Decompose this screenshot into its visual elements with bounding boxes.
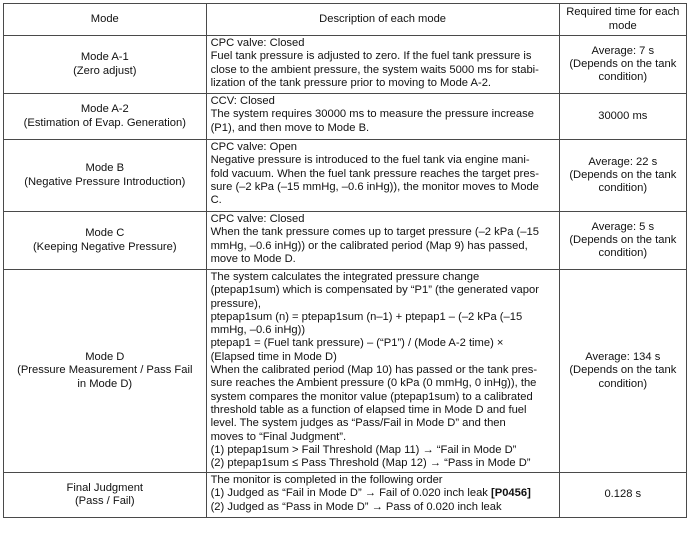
- description-line: The system requires 30000 ms to measure the pressure increase: [210, 108, 534, 121]
- description-line: Negative pressure is introduced to the fuel tank via engine mani-: [210, 154, 530, 167]
- description-cell: [206, 473, 559, 518]
- time-cell: [559, 270, 686, 473]
- time-note: (Depends on the tank: [569, 233, 677, 246]
- description-line: CPC valve: Open: [210, 141, 298, 153]
- fail-judgment-text: (1) Judged as “Fail in Mode D” → Fail of 0.020 inch leak: [210, 487, 492, 500]
- description-line: (Elapsed time in Mode D): [210, 350, 337, 363]
- time-note: (Depends on the tank: [569, 168, 677, 181]
- description-line: CCV: Closed: [210, 95, 275, 107]
- time-cell: [559, 36, 686, 94]
- time-note: condition): [598, 377, 648, 390]
- table-row: [4, 270, 687, 473]
- time-note: condition): [598, 71, 648, 84]
- mode-name: Mode C: [85, 227, 125, 240]
- header-time: Required time for each mode: [559, 4, 686, 36]
- mode-subtitle: (Zero adjust): [73, 64, 137, 77]
- evap-monitor-mode-table: [3, 3, 687, 518]
- time-value: 30000 ms: [598, 109, 648, 122]
- mode-name: Mode D: [85, 351, 125, 364]
- description-line: When the calibrated period (Map 10) has passed or the tank pres-: [210, 364, 538, 377]
- table-row: [4, 473, 687, 518]
- description-line: close to the ambient pressure, the system waits 5000 ms for stabi-: [210, 63, 539, 76]
- time-value: Average: 5 s: [591, 220, 655, 233]
- description-cell: [206, 270, 559, 473]
- mode-cell: [4, 36, 207, 94]
- time-note: (Depends on the tank: [569, 364, 677, 377]
- time-value: Average: 134 s: [585, 351, 661, 364]
- time-cell: [559, 140, 686, 212]
- mode-cell: [4, 270, 207, 473]
- description-line: Fuel tank pressure is adjusted to zero. If the fuel tank pressure is: [210, 50, 532, 63]
- description-line: ptepap1 = (Fuel tank pressure) – (“P1”) / (Mode A-2 time) ×: [210, 337, 504, 350]
- description-line: When the tank pressure comes up to target pressure (–2 kPa (–15: [210, 226, 539, 239]
- mode-subtitle: (Keeping Negative Pressure): [32, 240, 177, 253]
- mode-name: Mode B: [85, 162, 125, 175]
- description-line: (P1), and then move to Mode B.: [210, 121, 370, 134]
- description-line: The system calculates the integrated pressure change: [210, 271, 480, 283]
- mode-subtitle: (Pass / Fail): [74, 495, 135, 507]
- description-line: (1) ptepap1sum > Fail Threshold (Map 11) → “Fail in Mode D”: [210, 443, 517, 456]
- mode-cell: [4, 473, 207, 518]
- description-cell: [206, 94, 559, 140]
- mode-cell: [4, 140, 207, 212]
- description-line: fold vacuum. When the fuel tank pressure reaches the target pres-: [210, 167, 539, 180]
- description-cell: [206, 36, 559, 94]
- time-note: (Depends on the tank: [569, 57, 677, 70]
- time-cell: [559, 212, 686, 270]
- mode-name: Final Judgment: [66, 481, 144, 494]
- description-line: The monitor is completed in the following order: [210, 474, 443, 486]
- description-line: level. The system judges as “Pass/Fail in Mode D” and then: [210, 417, 506, 430]
- time-cell: [559, 94, 686, 140]
- mode-table-container: [3, 3, 687, 518]
- description-line: CPC valve: Closed: [210, 213, 305, 225]
- description-line: sure (–2 kPa (–15 mmHg, –0.6 inHg)), the monitor moves to Mode: [210, 180, 539, 193]
- mode-name: Mode A-2: [80, 103, 129, 116]
- description-line: pressure),: [210, 297, 261, 310]
- description-line: threshold table as a function of elapsed time in Mode D and fuel: [210, 403, 527, 416]
- mode-subtitle: (Pressure Measurement / Pass Fail: [17, 364, 193, 377]
- header-description: Description of each mode: [206, 4, 559, 36]
- time-value: 0.128 s: [604, 488, 642, 501]
- description-line: moves to “Final Judgment”.: [210, 430, 347, 443]
- header-mode: Mode: [4, 4, 207, 36]
- description-line: sure reaches the Ambient pressure (0 kPa (0 mmHg, 0 inHg)), the: [210, 377, 537, 390]
- mode-subtitle: (Negative Pressure Introduction): [24, 175, 186, 188]
- description-line: ptepap1sum (n) = ptepap1sum (n–1) + ptepap1 – (–2 kPa (–15: [210, 310, 523, 323]
- dtc-code: [P0456]: [491, 487, 531, 500]
- mode-subtitle: (Estimation of Evap. Generation): [23, 116, 186, 129]
- description-line: mmHg, –0.6 inHg)) or the calibrated period (Map 9) has passed,: [210, 239, 528, 252]
- time-cell: [559, 473, 686, 518]
- description-line: CPC valve: Closed: [210, 37, 305, 49]
- description-cell: [206, 140, 559, 212]
- description-cell: [206, 212, 559, 270]
- table-row: [4, 212, 687, 270]
- time-value: Average: 7 s: [591, 44, 655, 57]
- time-note: condition): [598, 182, 648, 195]
- mode-cell: [4, 94, 207, 140]
- time-value: Average: 22 s: [588, 155, 658, 168]
- mode-name: Mode A-1: [80, 51, 129, 64]
- table-row: [4, 140, 687, 212]
- description-line: move to Mode D.: [210, 252, 296, 265]
- description-line: (ptepap1sum) which is compensated by “P1” (the generated vapor: [210, 284, 539, 297]
- time-note: condition): [598, 247, 648, 260]
- description-line: (2) Judged as “Pass in Mode D” → Pass of 0.020 inch leak: [210, 500, 502, 513]
- description-line: mmHg, –0.6 inHg)): [210, 324, 306, 337]
- description-line: [211, 487, 555, 500]
- header-row: [4, 4, 687, 36]
- description-line: system compares the monitor value (ptepap1sum) to a calibrated: [210, 390, 533, 403]
- description-line: (2) ptepap1sum ≤ Pass Threshold (Map 12) → “Pass in Mode D”: [210, 457, 531, 470]
- mode-subtitle: in Mode D): [77, 377, 133, 390]
- description-line: C.: [210, 194, 222, 207]
- table-row: [4, 36, 687, 94]
- table-row: [4, 94, 687, 140]
- description-line: lization of the tank pressure prior to moving to Mode A-2.: [210, 76, 492, 89]
- mode-cell: [4, 212, 207, 270]
